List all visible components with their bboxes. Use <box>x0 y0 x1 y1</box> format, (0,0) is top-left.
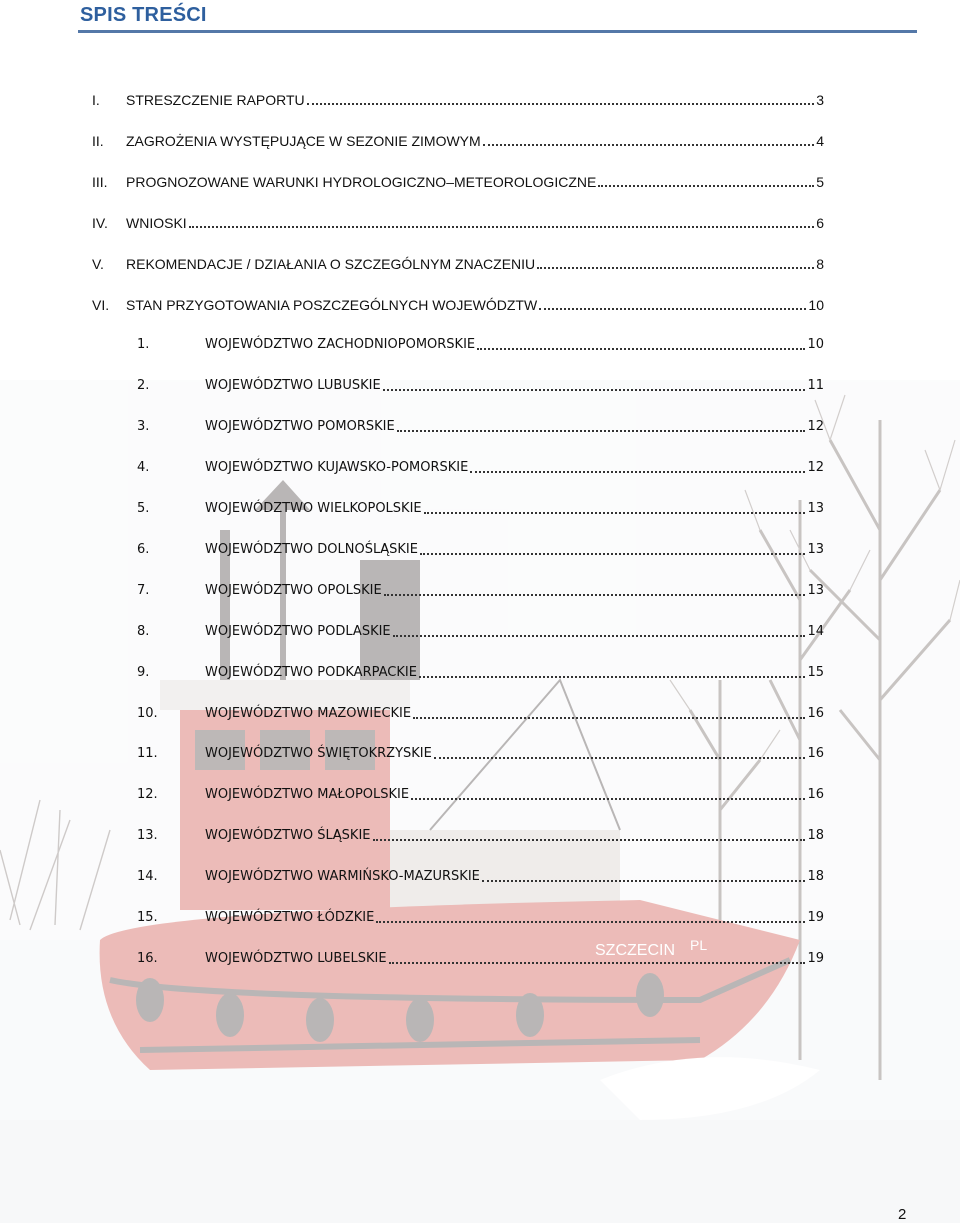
toc-entry-page: 15 <box>807 665 824 680</box>
toc-entry-number: VI. <box>92 297 110 313</box>
toc-entry[interactable] <box>92 89 824 111</box>
toc-entry-label: ZAGROŻENIA WYSTĘPUJĄCE W SEZONIE ZIMOWYM <box>126 133 481 149</box>
toc-entry-number: 2. <box>137 378 150 393</box>
toc-dot-leader <box>483 144 815 146</box>
toc-dot-leader <box>397 430 806 432</box>
toc-entry-page: 13 <box>807 501 824 516</box>
toc-entry-page: 12 <box>807 419 824 434</box>
toc-entry[interactable] <box>92 130 824 152</box>
toc-entry-page: 16 <box>807 787 824 802</box>
toc-dot-leader <box>419 676 806 678</box>
toc-entry-page: 3 <box>816 92 824 108</box>
toc-entry-number: 8. <box>137 624 150 639</box>
toc-entry-number: 9. <box>137 665 150 680</box>
toc-entry-label: WOJEWÓDZTWO POMORSKIE <box>205 419 395 434</box>
toc-dot-leader <box>434 757 806 759</box>
toc-entry-page: 4 <box>816 133 824 149</box>
toc-entry-number: 16. <box>137 951 158 966</box>
toc-entry[interactable] <box>137 621 824 643</box>
boat-name-text: SZCZECIN <box>595 942 675 959</box>
toc-entry-label: WOJEWÓDZTWO PODLASKIE <box>205 624 391 639</box>
toc-dot-leader <box>424 512 806 514</box>
title-underline <box>78 30 917 33</box>
toc-entry[interactable] <box>137 662 824 684</box>
toc-entry-label: WOJEWÓDZTWO ŁÓDZKIE <box>205 910 375 925</box>
toc-entry-number: I. <box>92 92 100 108</box>
toc-dot-leader <box>470 471 805 473</box>
toc-entry-number: 3. <box>137 419 150 434</box>
page-title: SPIS TREŚCI <box>80 4 207 26</box>
toc-entry[interactable] <box>92 253 824 275</box>
toc-entry-number: 10. <box>137 706 158 721</box>
toc-entry-number: 13. <box>137 828 158 843</box>
toc-dot-leader <box>482 880 806 882</box>
page-number: 2 <box>898 1206 907 1223</box>
toc-entry[interactable] <box>137 416 824 438</box>
toc-dot-leader <box>389 962 806 964</box>
toc-entry-number: V. <box>92 256 104 272</box>
toc-entry-label: WOJEWÓDZTWO OPOLSKIE <box>205 583 382 598</box>
toc-entry-label: STAN PRZYGOTOWANIA POSZCZEGÓLNYCH WOJEWÓDZTW <box>126 297 538 313</box>
toc-entry-label: WOJEWÓDZTWO ZACHODNIOPOMORSKIE <box>205 337 476 352</box>
toc-dot-leader <box>384 594 806 596</box>
toc-entry[interactable] <box>137 498 824 520</box>
toc-entry[interactable] <box>137 334 824 356</box>
toc-entry-label: WOJEWÓDZTWO KUJAWSKO-POMORSKIE <box>205 460 469 475</box>
toc-entry-label: WOJEWÓDZTWO WARMIŃSKO-MAZURSKIE <box>205 869 480 884</box>
toc-entry-page: 8 <box>816 256 824 272</box>
toc-entry-page: 16 <box>807 706 824 721</box>
toc-dot-leader <box>539 308 806 310</box>
toc-dot-leader <box>413 717 805 719</box>
toc-entry-page: 18 <box>807 828 824 843</box>
toc-entry-number: II. <box>92 133 104 149</box>
toc-dot-leader <box>383 389 806 391</box>
toc-entry[interactable] <box>92 294 824 316</box>
toc-entry-label: WOJEWÓDZTWO LUBUSKIE <box>205 378 381 393</box>
toc-entry-number: III. <box>92 174 108 190</box>
toc-entry-label: WOJEWÓDZTWO DOLNOŚLĄSKIE <box>205 542 418 557</box>
toc-entry-page: 10 <box>807 337 824 352</box>
toc-entry[interactable] <box>137 539 824 561</box>
toc-entry-page: 5 <box>816 174 824 190</box>
toc-entry-label: STRESZCZENIE RAPORTU <box>126 92 305 108</box>
toc-entry[interactable] <box>137 907 824 929</box>
toc-entry-number: 14. <box>137 869 158 884</box>
toc-dot-leader <box>411 798 805 800</box>
toc-dot-leader <box>477 348 805 350</box>
toc-dot-leader <box>393 635 806 637</box>
toc-entry[interactable] <box>137 457 824 479</box>
toc-dot-leader <box>376 921 805 923</box>
toc-entry[interactable] <box>137 784 824 806</box>
toc-entry-label: PROGNOZOWANE WARUNKI HYDROLOGICZNO–METEOROLOGICZNE <box>126 174 597 190</box>
toc-entry[interactable] <box>137 866 824 888</box>
toc-entry-number: 11. <box>137 746 158 761</box>
toc-entry-label: WOJEWÓDZTWO LUBELSKIE <box>205 951 387 966</box>
toc-entry[interactable] <box>137 703 824 725</box>
toc-entry-page: 19 <box>807 951 824 966</box>
toc-entry-label: WOJEWÓDZTWO MAŁOPOLSKIE <box>205 787 410 802</box>
toc-entry-number: IV. <box>92 215 108 231</box>
toc-entry-label: WOJEWÓDZTWO WIELKOPOLSKIE <box>205 501 422 516</box>
toc-entry[interactable] <box>137 580 824 602</box>
toc-entry-page: 13 <box>807 542 824 557</box>
toc-entry-page: 10 <box>808 297 824 313</box>
toc-entry-page: 14 <box>807 624 824 639</box>
toc-entry-number: 6. <box>137 542 150 557</box>
toc-entry-page: 18 <box>807 869 824 884</box>
toc-dot-leader <box>598 185 814 187</box>
toc-entry[interactable] <box>137 375 824 397</box>
toc-entry[interactable] <box>137 743 824 765</box>
toc-entry-page: 12 <box>807 460 824 475</box>
boat-flag-text: PL <box>690 937 708 953</box>
toc-entry-number: 15. <box>137 910 158 925</box>
toc-entry-label: WOJEWÓDZTWO MAZOWIECKIE <box>205 706 412 721</box>
toc-entry-label: REKOMENDACJE / DZIAŁANIA O SZCZEGÓLNYM ZNACZENIU <box>126 256 536 272</box>
toc-entry-number: 5. <box>137 501 150 516</box>
toc-dot-leader <box>373 839 806 841</box>
toc-entry[interactable] <box>92 212 824 234</box>
toc-entry-page: 13 <box>807 583 824 598</box>
toc-entry-number: 4. <box>137 460 150 475</box>
toc-entry[interactable] <box>137 948 824 970</box>
toc-entry[interactable] <box>137 825 824 847</box>
toc-entry-number: 1. <box>137 337 150 352</box>
toc-dot-leader <box>537 267 814 269</box>
toc-entry-page: 6 <box>816 215 824 231</box>
toc-dot-leader <box>307 103 815 105</box>
toc-entry-page: 16 <box>807 746 824 761</box>
toc-entry-page: 19 <box>807 910 824 925</box>
toc-entry-label: WOJEWÓDZTWO ŚWIĘTOKRZYSKIE <box>205 746 432 761</box>
toc-entry-number: 12. <box>137 787 158 802</box>
toc-entry-label: WNIOSKI <box>126 215 187 231</box>
toc-entry-page: 11 <box>807 378 824 393</box>
toc-dot-leader <box>420 553 806 555</box>
toc-entry[interactable] <box>92 171 824 193</box>
toc-entry-number: 7. <box>137 583 150 598</box>
toc-dot-leader <box>189 226 815 228</box>
toc-entry-label: WOJEWÓDZTWO ŚLĄSKIE <box>205 828 371 843</box>
toc-entry-label: WOJEWÓDZTWO PODKARPACKIE <box>205 665 417 680</box>
